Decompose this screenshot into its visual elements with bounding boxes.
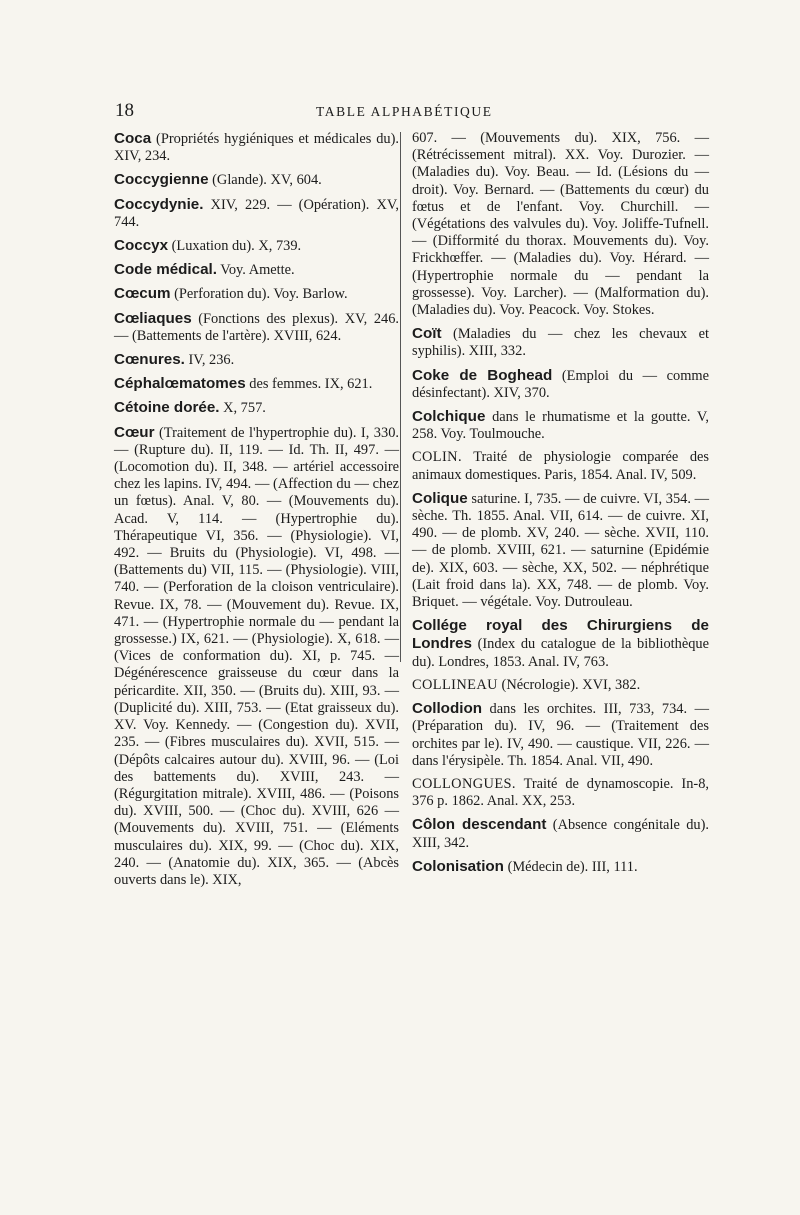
entry-headword: Cœur	[114, 423, 155, 441]
entry-text: Traité de physiologie comparée des animaux domestiques. Paris, 1854. Anal. IV, 509.	[412, 449, 709, 483]
entry-headword: Coccydynie.	[114, 195, 204, 213]
entry-text: saturine. I, 735. — de cuivre. VI, 354. — sèche. Th. 1855. Anal. VII, 614. — de cuivre. XI, 490. — de plomb. XV, 240. — sèche. XVII, 110. — de plomb. XVIII, 621. — saturnine (Epidémie de). XIX, 603. — sèche, XX, 502. — néphrétique (Lait froid dans la). XX, 748. — de plomb. Voy. Briquet. — végétale. Voy. Dutrouleau.	[412, 490, 709, 611]
index-entry	[114, 130, 399, 165]
entry-headword: Cœcum	[114, 285, 171, 303]
entry-headword: Cœliaques	[114, 309, 192, 327]
entry-author: COLLINEAU	[412, 676, 498, 693]
running-head: TABLE ALPHABÉTIQUE	[316, 104, 493, 119]
entry-headword: Code médical.	[114, 261, 217, 279]
index-entry	[412, 367, 709, 402]
index-entry	[114, 310, 399, 345]
entry-headword: Collége royal des Chirurgiens de Londres	[412, 617, 709, 653]
index-entry	[114, 285, 399, 303]
index-entry	[114, 399, 399, 417]
entry-text: (Nécrologie). XVI, 382.	[497, 676, 641, 693]
entry-text: (Index du catalogue de la bibliothèque du). Londres, 1853. Anal. IV, 763.	[412, 636, 709, 670]
index-entry	[412, 617, 709, 671]
entry-text: (Propriétés hygiéniques et médicales du). XIV, 234.	[114, 131, 399, 165]
entry-headword: Colchique	[412, 408, 486, 426]
index-entry	[412, 449, 709, 483]
entry-headword: Collodion	[412, 700, 483, 718]
index-entry	[114, 375, 399, 393]
entry-headword: Céphalœmatomes	[114, 375, 246, 393]
entry-text: (Maladies du — chez les chevaux et syphilis). XIII, 332.	[412, 326, 709, 360]
column-rule	[400, 132, 401, 662]
entry-text: Voy. Amette.	[216, 262, 295, 279]
entry-headword: Coccygienne	[114, 171, 209, 189]
entry-headword: Coccyx	[114, 237, 169, 255]
entry-text: des femmes. IX, 621.	[245, 376, 373, 393]
index-entry	[412, 858, 709, 876]
index-entry-continued	[412, 130, 709, 319]
entry-text: (Luxation du). X, 739.	[168, 238, 302, 255]
index-entry	[114, 261, 399, 279]
index-entry	[412, 677, 709, 694]
right-column	[412, 130, 709, 882]
index-entry	[114, 171, 399, 189]
entry-headword: Coke de Boghead	[412, 366, 553, 384]
index-entry	[412, 490, 709, 611]
index-entry	[114, 237, 399, 255]
entry-headword: Côlon descendant	[412, 816, 547, 834]
left-column	[114, 130, 399, 895]
index-entry	[412, 816, 709, 851]
entry-author: COLLONGUES.	[412, 775, 516, 792]
entry-text: 607. — (Mouvements du). XIX, 756. — (Rétrécissement mitral). XX. Voy. Durozier. — (Maladies du). Voy. Beau. — Id. (Lésions du — droit). Voy. Bernard. — (Battements du cœur) du fœtus et de l'enfant. Voy. Churchill. — (Végétations des valvules du). Voy. Joliffe-Tufnell. — (Difformité du thorax. Mouvements du). Voy. Frickhœffer. — (Maladies du). Voy. Hérard. — (Hypertrophie normale du — pendant la grossesse). Voy. Larcher). — (Malformation du). (Maladies du). Voy. Peacock. Voy. Stokes.	[412, 130, 709, 319]
index-entry	[412, 700, 709, 770]
entry-text: dans les orchites. III, 733, 734. — (Préparation du). IV, 96. — (Traitement des orchites par le). IV, 490. — caustique. VII, 226. — dans l'érysipèle. Th. 1854. Anal. VII, 490.	[412, 701, 709, 769]
entry-headword: Cœnures.	[114, 351, 185, 369]
entry-text: (Médecin de). III, 111.	[503, 858, 638, 875]
index-entry	[114, 424, 399, 889]
entry-headword: Coca	[114, 130, 152, 147]
entry-text: dans le rhumatisme et la goutte. V, 258. Voy. Toulmouche.	[412, 409, 709, 443]
index-entry	[412, 408, 709, 443]
entry-text: (Emploi du — comme désinfectant). XIV, 370.	[412, 367, 709, 401]
entry-text: IV, 236.	[184, 352, 235, 369]
index-entry	[114, 196, 399, 231]
page-number: 18	[115, 100, 134, 121]
index-entry	[114, 351, 399, 369]
index-entry	[412, 325, 709, 360]
entry-author: COLIN.	[412, 449, 462, 466]
entry-text: X, 757.	[219, 400, 266, 417]
entry-text: (Absence congénitale du). XIII, 342.	[412, 817, 709, 851]
entry-text: (Fonctions des plexus). XV, 246. — (Battements de l'artère). XVIII, 624.	[114, 310, 399, 344]
entry-text: (Glande). XV, 604.	[208, 172, 322, 189]
entry-text: XIV, 229. — (Opération). XV, 744.	[114, 196, 399, 230]
entry-text: Traité de dynamoscopie. In-8, 376 p. 1862. Anal. XX, 253.	[412, 775, 709, 810]
entry-headword: Coït	[412, 325, 442, 343]
entry-text: (Perforation du). Voy. Barlow.	[170, 286, 348, 303]
entry-headword: Colonisation	[412, 857, 504, 875]
entry-headword: Colique	[412, 489, 468, 507]
entry-text: (Traitement de l'hypertrophie du). I, 330. — (Rupture du). II, 119. — Id. Th. II, 497. — (Locomotion du). II, 348. — artériel accessoire chez les lapins. IV, 494. — (Affection du — chez un fœtus). Anal. V, 80. — (Mouvements du). Acad. V, 114. — (Hypertrophie du). Thérapeutique VI, 356. — (Physiologie). VI, 492. — Bruits du (Physiologie). VI, 498. — (Battements du) VII, 115. — (Physiologie). VIII, 740. — (Perforation de la cloison ventriculaire). Revue. IX, 78. — (Mouvement du). Revue. IX, 471. — (Hypertrophie normale du — pendant la grossesse.) IX, 621. — (Physiologie). X, 618. — (Vices de conformation du). XI, p. 745. — Dégénérescence graisseuse du cœur dans la péricardite. XII, 350. — (Bruits du). XIII, 93. — (Duplicité du). XIII, 753. — (Etat graisseux du). XV. Voy. Kennedy. — (Congestion du). XVII, 235. — (Fibres musculaires du). XVII, 515. — (Dépôts calcaires autour du). XVIII, 96. — (Loi des battements du). XVIII, 243. — (Régurgitation mitrale). XVIII, 486. — (Poisons du). XVIII, 500. — (Choc du). XVIII, 626 — (Mouvements du). XVIII, 751. — (Eléments musculaires du). XIX, 99. — (Choc du). XIX, 240. — (Anatomie du). XIX, 365. — (Abcès ouverts dans le). XIX,	[114, 424, 399, 888]
entry-headword: Cétoine dorée.	[114, 399, 220, 417]
index-entry	[412, 776, 709, 810]
